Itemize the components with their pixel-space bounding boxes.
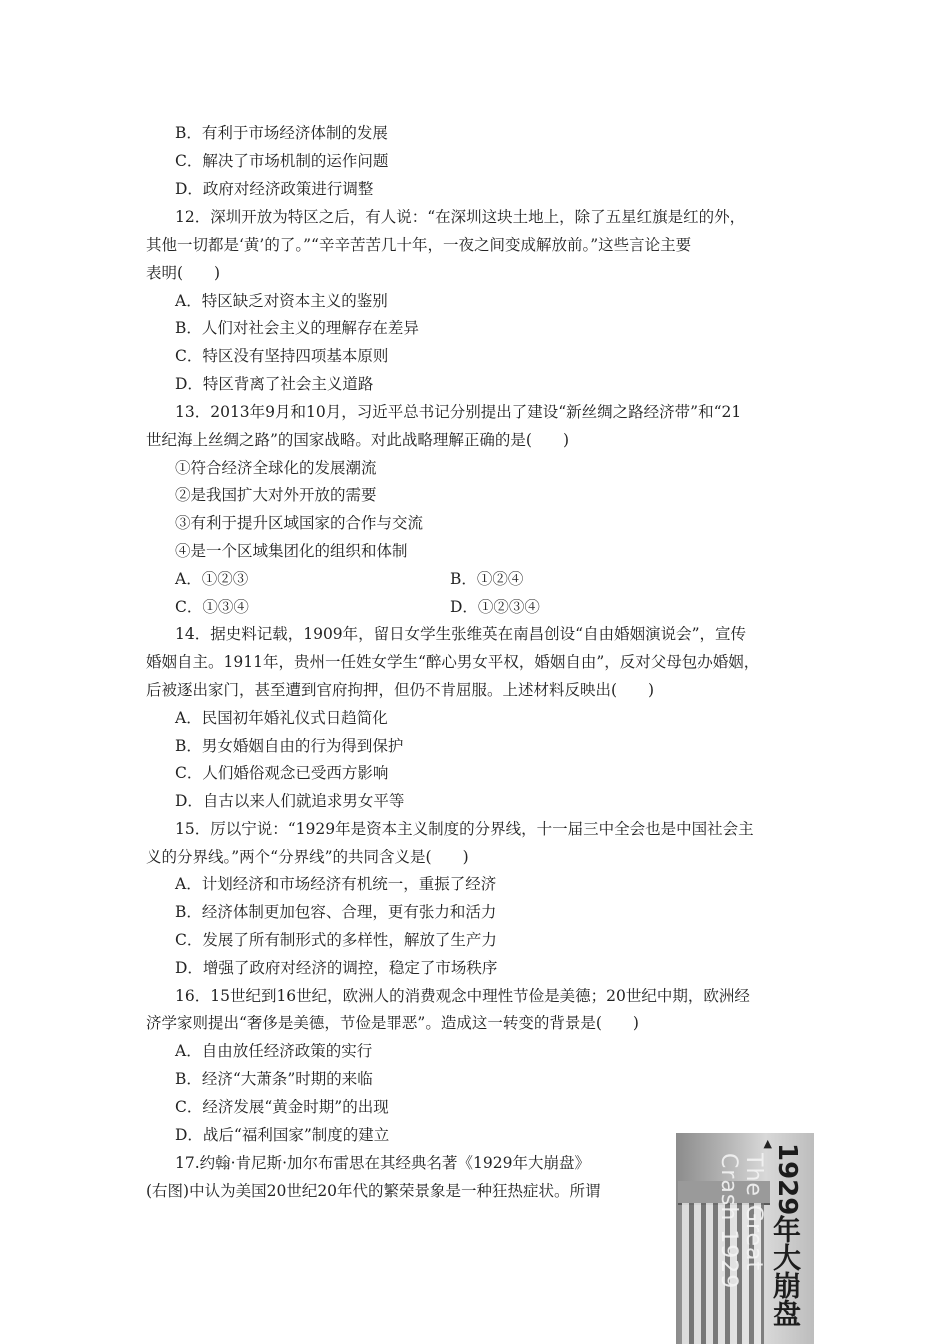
q12-option-b: B．人们对社会主义的理解存在差异	[175, 319, 419, 337]
q16-stem-line2: 济学家则提出“奢侈是美德，节俭是罪恶”。造成这一转变的背景是( )	[146, 1014, 639, 1032]
book-title-year: 1929	[772, 1143, 802, 1216]
q16-option-b: B．经济“大萧条”时期的来临	[175, 1070, 373, 1088]
q16-option-a: A．自由放任经济政策的实行	[175, 1042, 373, 1060]
book-title	[768, 1143, 808, 1327]
q13-statement-2: ②是我国扩大对外开放的需要	[175, 486, 377, 504]
q13-stem-line2: 世纪海上丝绸之路”的国家战略。对此战略理解正确的是( )	[146, 431, 570, 449]
q15-option-a: A．计划经济和市场经济有机统一，重振了经济	[175, 875, 497, 893]
q13-statement-1: ①符合经济全球化的发展潮流	[175, 459, 377, 477]
q14-option-d: D．自古以来人们就追求男女平等	[175, 792, 405, 810]
q14-stem-line1: 14．据史料记载，1909年，留日女学生张维英在南昌创设“自由婚姻演说会”，宣传	[175, 625, 747, 643]
q11-option-d: D．政府对经济政策进行调整	[175, 180, 374, 198]
q13-option-c: C．①③④	[175, 598, 249, 616]
q13-option-d: D．①②③④	[450, 598, 540, 616]
q13-statement-3: ③有利于提升区域国家的合作与交流	[175, 514, 424, 532]
q17-stem-line2: (右图)中认为美国20世纪20年代的繁荣景象是一种狂热症状。所谓	[146, 1182, 601, 1200]
q14-stem-line2: 婚姻自主。1911年，贵州一任姓女学生“醉心男女平权，婚姻自由”，反对父母包办婚姻，	[146, 653, 760, 671]
q12-stem-line1: 12．深圳开放为特区之后，有人说：“在深圳这块土地上，除了五星红旗是红的外，	[175, 208, 746, 226]
q15-stem-line2: 义的分界线。”两个“分界线”的共同含义是( )	[146, 848, 469, 866]
q15-option-b: B．经济体制更加包容、合理，更有张力和活力	[175, 903, 497, 921]
book-title-text: 年大崩盘	[769, 1215, 802, 1328]
publisher-logo-icon: ▲	[763, 1137, 772, 1150]
q14-option-b: B．男女婚姻自由的行为得到保护	[175, 737, 404, 755]
q16-stem-line1: 16．15世纪到16世纪，欧洲人的消费观念中理性节俭是美德；20世纪中期，欧洲经	[175, 987, 750, 1005]
q12-option-c: C．特区没有坚持四项基本原则	[175, 347, 389, 365]
q16-option-c: C．经济发展“黄金时期”的出现	[175, 1098, 389, 1116]
q12-option-a: A．特区缺乏对资本主义的鉴别	[175, 292, 388, 310]
q12-stem-line3: 表明( )	[146, 264, 221, 282]
q14-stem-line3: 后被逐出家门，甚至遭到官府拘押，但仍不肯屈服。上述材料反映出( )	[146, 681, 655, 699]
q16-option-d: D．战后“福利国家”制度的建立	[175, 1126, 390, 1144]
q15-stem-line1: 15．厉以宁说：“1929年是资本主义制度的分界线，十一届三中全会也是中国社会主	[175, 820, 754, 838]
q13-option-b: B．①②④	[450, 570, 524, 588]
q12-stem-line2: 其他一切都是‘黄’的了。”“辛辛苦苦几十年，一夜之间变成解放前。”这些言论主要	[146, 236, 692, 254]
q15-option-c: C．发展了所有制形式的多样性，解放了生产力	[175, 931, 497, 949]
q13-option-a: A．①②③	[175, 570, 249, 588]
q14-option-c: C．人们婚俗观念已受西方影响	[175, 764, 389, 782]
q11-option-c: C．解决了市场机制的运作问题	[175, 152, 389, 170]
book-english-title: The Great Crash 1929	[716, 1153, 766, 1290]
q13-stem-line1: 13．2013年9月和10月，习近平总书记分别提出了建设“新丝绸之路经济带”和“21	[175, 403, 742, 421]
q13-statement-4: ④是一个区域集团化的组织和体制	[175, 542, 408, 560]
q12-option-d: D．特区背离了社会主义道路	[175, 375, 374, 393]
book-cover-image	[676, 1133, 814, 1344]
q17-stem-line1: 17.约翰·肯尼斯·加尔布雷思在其经典名著《1929年大崩盘》	[175, 1154, 590, 1172]
q15-option-d: D．增强了政府对经济的调控，稳定了市场秩序	[175, 959, 498, 977]
q11-option-b: B．有利于市场经济体制的发展	[175, 124, 388, 142]
q14-option-a: A．民国初年婚礼仪式日趋简化	[175, 709, 388, 727]
